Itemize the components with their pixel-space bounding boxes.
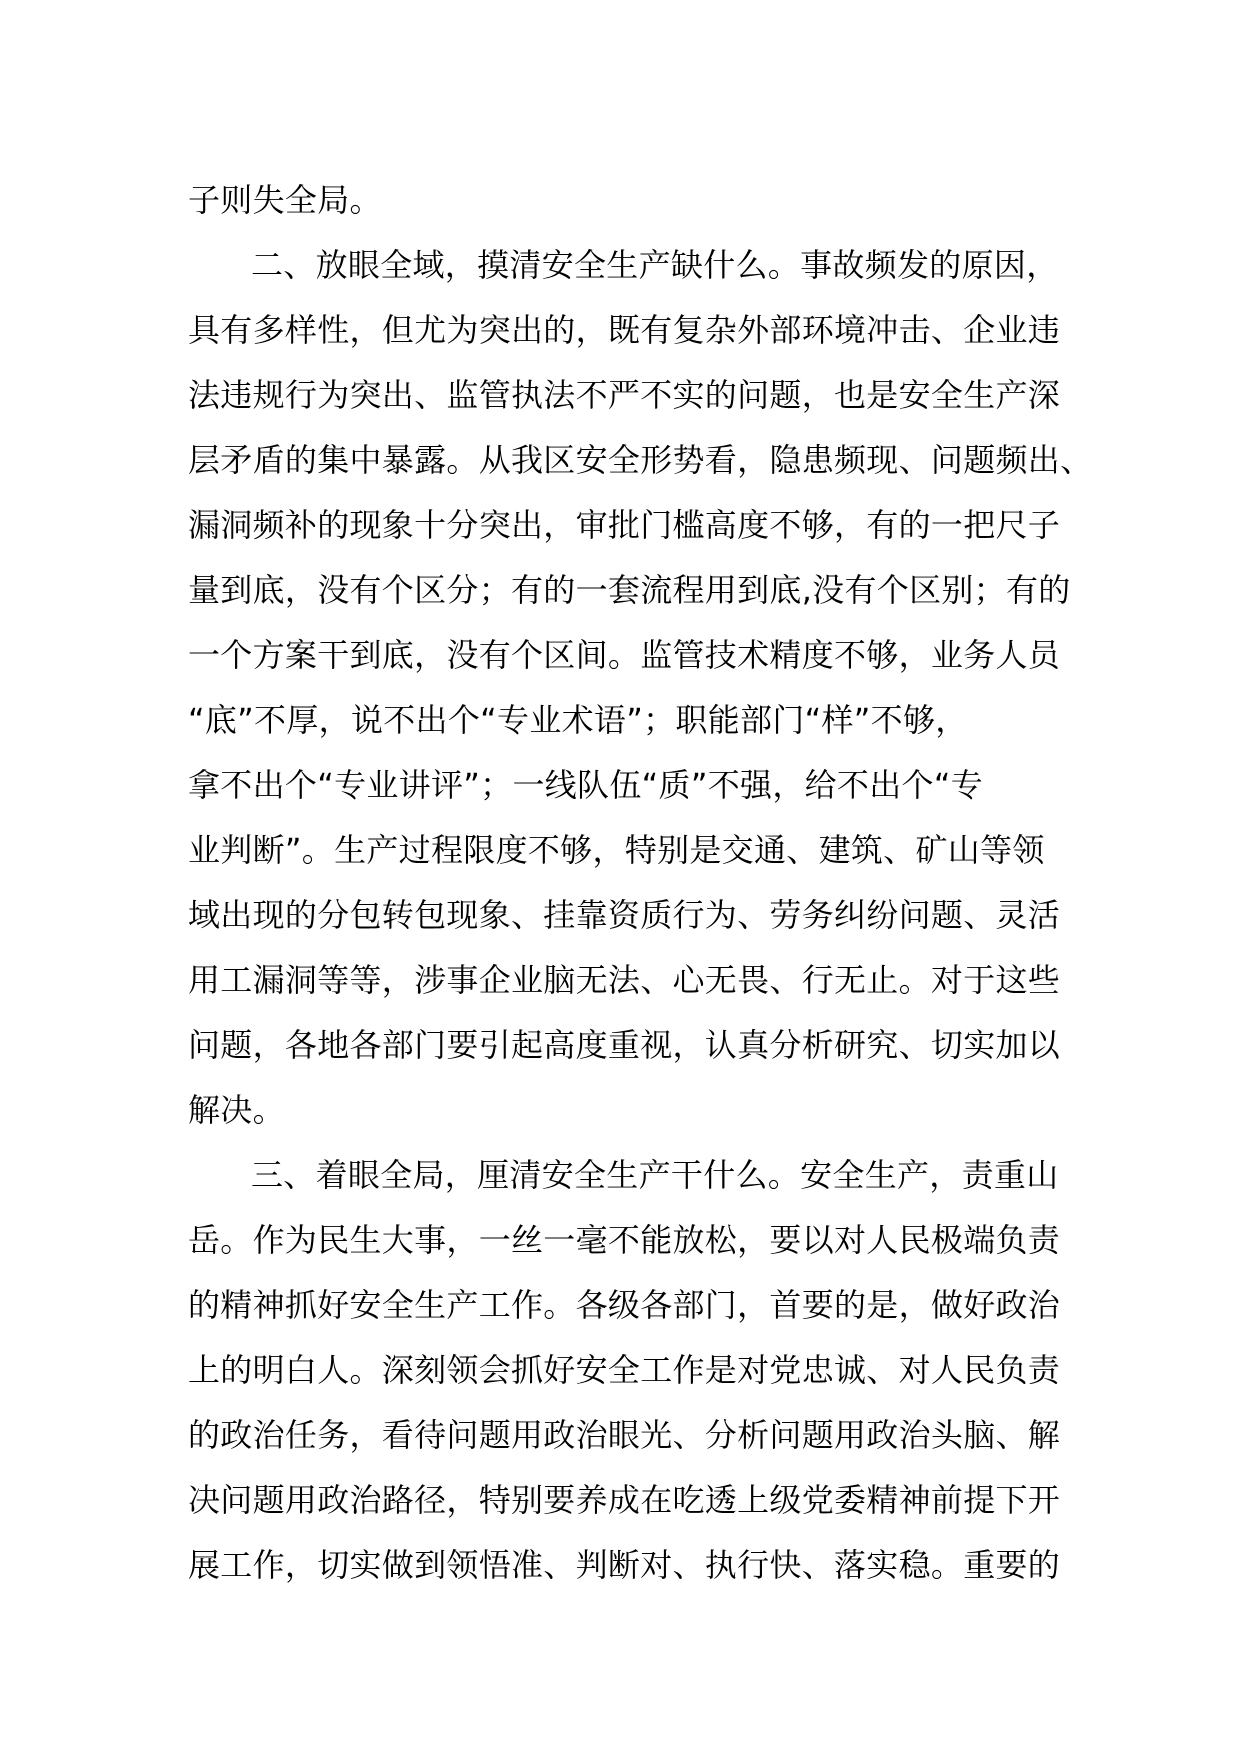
- text-line: 二、放眼全域，摸清安全生产缺什么。事故频发的原因，: [251, 246, 1059, 284]
- text-line: 一个方案干到底，没有个区间。监管技术精度不够，业务人员: [188, 636, 1061, 674]
- text-line: 决问题用政治路径，特别要养成在吃透上级党委精神前提下开: [188, 1481, 1061, 1519]
- text-line: 漏洞频补的现象十分突出，审批门槛高度不够，有的一把尺子: [188, 506, 1061, 544]
- text-line: 子则失全局。: [188, 181, 382, 219]
- text-line: 解决。: [188, 1091, 285, 1129]
- text-line: 域出现的分包转包现象、挂靠资质行为、劳务纠纷问题、灵活: [188, 896, 1061, 934]
- text-line: 三、着眼全局，厘清安全生产干什么。安全生产，责重山: [251, 1156, 1059, 1194]
- text-line: 法违规行为突出、监管执法不严不实的问题，也是安全生产深: [188, 376, 1061, 414]
- text-line: 问题，各地各部门要引起高度重视，认真分析研究、切实加以: [188, 1026, 1061, 1064]
- text-line: 用工漏洞等等，涉事企业脑无法、心无畏、行无止。对于这些: [188, 961, 1061, 999]
- text-line: 展工作，切实做到领悟准、判断对、执行快、落实稳。重要的: [188, 1546, 1061, 1584]
- body-text: [188, 168, 1093, 1598]
- text-line: 具有多样性，但尤为突出的，既有复杂外部环境冲击、企业违: [188, 311, 1061, 349]
- text-line: 量到底，没有个区分；有的一套流程用到底,没有个区别；有的: [188, 571, 1071, 609]
- text-line: 的政治任务，看待问题用政治眼光、分析问题用政治头脑、解: [188, 1416, 1061, 1454]
- text-line: 岳。作为民生大事，一丝一毫不能放松，要以对人民极端负责: [188, 1221, 1061, 1259]
- text-line: 层矛盾的集中暴露。从我区安全形势看，隐患频现、问题频出、: [188, 441, 1093, 479]
- text-line: 的精神抓好安全生产工作。各级各部门，首要的是，做好政治: [188, 1286, 1061, 1324]
- text-line: 拿不出个“专业讲评”；一线队伍“质”不强，给不出个“专: [188, 766, 983, 804]
- text-line: 上的明白人。深刻领会抓好安全工作是对党忠诚、对人民负责: [188, 1351, 1061, 1389]
- text-line: 业判断”。生产过程限度不够，特别是交通、建筑、矿山等领: [188, 831, 1045, 869]
- text-line: “底”不厚，说不出个“专业术语”；职能部门“样”不够，: [188, 701, 968, 739]
